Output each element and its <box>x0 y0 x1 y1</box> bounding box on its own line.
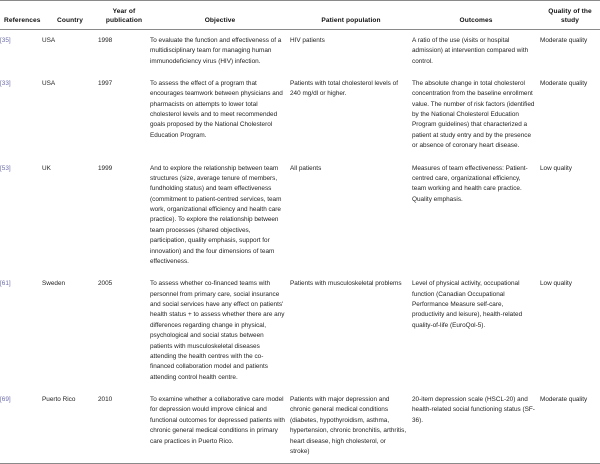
cell-references <box>0 273 42 389</box>
column-header-year-line1: Year of <box>112 8 136 15</box>
cell-year: 2005 <box>98 280 113 288</box>
table-body <box>0 29 600 464</box>
cell-quality: Low quality <box>540 280 572 288</box>
column-header-quality-line1: Quality of the <box>548 8 592 15</box>
cell-references <box>0 73 42 158</box>
cell-outcomes: 20-item depression scale (HSCL-20) and health-related social functioning status (SF-36). <box>412 389 540 464</box>
table-row <box>0 73 600 158</box>
reference-link[interactable]: [69] <box>0 396 11 404</box>
cell-objective: To assess the effect of a program that encourages teamwork between physicians and pharmacists on attempts to lower total cholesterol levels and to meet recommended goals proposed by the National Cholesterol Education Program. <box>150 79 283 139</box>
column-header-outcomes: Outcomes <box>459 16 493 24</box>
cell-quality: Moderate quality <box>540 79 588 87</box>
table-row <box>0 389 600 464</box>
table-header-row <box>0 1 600 30</box>
table-header <box>0 1 600 30</box>
cell-patient-population: All patients <box>290 164 322 172</box>
cell-references <box>0 29 42 73</box>
cell-patient-population: Patients with major depression and chronic general medical conditions (diabetes, hypothyroidism, asthma, hypertension, chronic bronchitis, arthritis, heart disease, high cholesterol, or stroke) <box>290 389 412 464</box>
cell-patient-population: Patients with musculoskeletal problems <box>290 280 402 288</box>
column-header-references: References <box>4 16 41 24</box>
cell-country: Sweden <box>42 280 66 288</box>
cell-references <box>0 158 42 274</box>
table-row <box>0 158 600 274</box>
cell-references <box>0 389 42 464</box>
cell-country: USA <box>42 36 56 44</box>
reference-link[interactable]: [53] <box>0 164 11 172</box>
cell-objective: To examine whether a collaborative care model for depression would improve clinical and functional outcomes for depressed patients with chronic general medical conditions in primary care practices in Puerto Rico. <box>150 389 290 464</box>
reference-link[interactable]: [61] <box>0 280 11 288</box>
table-row <box>0 273 600 389</box>
table-row <box>0 29 600 73</box>
reference-link[interactable]: [33] <box>0 79 11 87</box>
column-header-quality-of-the-study <box>540 1 600 30</box>
cell-objective: And to explore the relationship between team structures (size, average tenure of members, fundholding status) and team effectiveness (commitment to patient-centred services, team work, organizational efficiency and health care practice). To explore the relationship between team processes (shared objectives, participation, quality emphasis, support for innovation) and the four dimensions of team effectiveness. <box>150 164 282 265</box>
cell-patient-population: HIV patients <box>290 36 325 44</box>
cell-year: 2010 <box>98 389 150 464</box>
column-header-year-line2: publication <box>105 16 143 24</box>
column-header-year-of-publication <box>98 1 150 30</box>
cell-country: USA <box>42 79 56 87</box>
cell-country: Puerto Rico <box>42 389 98 464</box>
cell-objective: To evaluate the function and effectiveness of a multidisciplinary team for managing human immunodeficiency virus (HIV) infection. <box>150 36 282 65</box>
reference-link[interactable]: [35] <box>0 36 11 44</box>
cell-country: UK <box>42 164 51 172</box>
cell-outcomes: A ratio of the use (visits or hospital admission) at intervention compared with control. <box>412 36 529 65</box>
cell-year: 1997 <box>98 79 113 87</box>
column-header-country: Country <box>57 16 83 24</box>
cell-outcomes: Level of physical activity, occupational function (Canadian Occupational Performance Measure self-care, productivity and leisure), health-related quality-of-life (EuroQol-5). <box>412 280 523 329</box>
cell-outcomes: The absolute change in total cholesterol concentration from the baseline enrollment value. The number of risk factors (identified by the National Cholesterol Education Program guidelines) that characterized a patient at study entry and by the presence or absence of coronary heart disease. <box>412 79 535 150</box>
cell-quality: Moderate quality <box>540 389 600 464</box>
column-header-patient-population: Patient population <box>321 16 381 24</box>
cell-year: 1998 <box>98 36 113 44</box>
cell-objective: To assess whether co-financed teams with personnel from primary care, social insurance and social services have any effect on patients' health status + to assess whether there are any differences regarding change in physical, psychological and social status between patients with musculoskeletal diseases attending the health centres with the co-financed collaboration model and patients attending control health centre. <box>150 280 285 381</box>
column-header-quality-line2: study <box>560 16 580 24</box>
cell-quality: Low quality <box>540 164 572 172</box>
cell-year: 1999 <box>98 164 113 172</box>
cell-quality: Moderate quality <box>540 36 588 44</box>
column-header-objective: Objective <box>204 16 236 24</box>
cell-patient-population: Patients with total cholesterol levels of 240 mg/dl or higher. <box>290 79 398 98</box>
cell-outcomes: Measures of team effectiveness: Patient-centred care, organizational efficiency, team working and health care practice. Quality emphasis. <box>412 164 528 203</box>
